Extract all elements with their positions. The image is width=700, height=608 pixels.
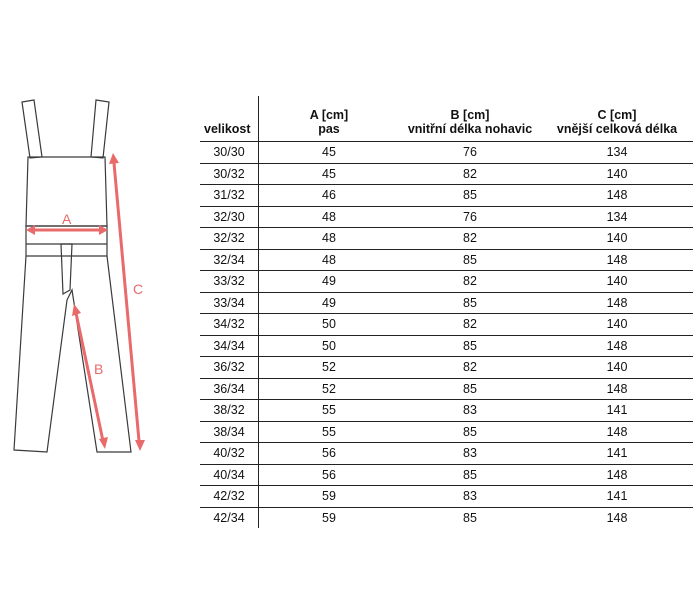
length-c-cell: 148: [541, 421, 693, 443]
inseam-b-cell: 82: [399, 314, 541, 336]
label-a: A: [62, 211, 72, 227]
header-size: velikost: [200, 96, 259, 142]
inseam-b-cell: 85: [399, 249, 541, 271]
size-cell: 38/34: [200, 421, 259, 443]
length-c-cell: 148: [541, 249, 693, 271]
length-c-cell: 148: [541, 378, 693, 400]
size-cell: 30/32: [200, 163, 259, 185]
length-c-cell: 148: [541, 464, 693, 486]
waist-a-cell: 45: [259, 163, 400, 185]
size-cell: 33/34: [200, 292, 259, 314]
size-cell: 31/32: [200, 185, 259, 207]
waist-a-cell: 45: [259, 142, 400, 164]
inseam-b-cell: 82: [399, 163, 541, 185]
measure-arrows: [26, 153, 145, 451]
table-row: [200, 142, 693, 164]
arrow-b-bottom-head: [99, 437, 108, 449]
inseam-b-cell: 83: [399, 486, 541, 508]
inseam-b-cell: 85: [399, 335, 541, 357]
table-row: [200, 185, 693, 207]
size-cell: 32/34: [200, 249, 259, 271]
waist-a-cell: 49: [259, 292, 400, 314]
inseam-b-cell: 82: [399, 357, 541, 379]
left-strap: [22, 100, 42, 158]
waist-a-cell: 56: [259, 443, 400, 465]
arrow-b-top-head: [72, 304, 81, 316]
waist-a-cell: 48: [259, 206, 400, 228]
fly: [61, 244, 72, 294]
size-cell: 34/34: [200, 335, 259, 357]
length-c-cell: 141: [541, 486, 693, 508]
inseam-b-cell: 85: [463, 510, 477, 525]
arrow-b: [76, 313, 103, 441]
length-c-cell: 148: [541, 185, 693, 207]
length-c-cell: 134: [541, 206, 693, 228]
table-row: [200, 486, 693, 508]
table-row: [200, 357, 693, 379]
waist-a-cell: 55: [259, 400, 400, 422]
waist-a-cell: 52: [259, 357, 400, 379]
table-body: [200, 142, 693, 529]
legs: [14, 256, 131, 452]
length-c-cell: 148: [541, 292, 693, 314]
length-c-cell: 148: [541, 335, 693, 357]
overalls-outline: [14, 100, 131, 452]
table-row: [200, 443, 693, 465]
length-c-cell: 141: [541, 443, 693, 465]
size-cell: 32/32: [200, 228, 259, 250]
table-row: [200, 271, 693, 293]
waist-a-cell: 56: [259, 464, 400, 486]
inseam-b-cell: 82: [399, 271, 541, 293]
table-row: [200, 507, 693, 528]
inseam-b-cell: 85: [399, 464, 541, 486]
label-b: B: [94, 361, 104, 377]
waist-a-cell: 59: [322, 510, 336, 525]
table-row: [200, 292, 693, 314]
inseam-b-cell: 85: [399, 421, 541, 443]
waist-a-cell: 48: [259, 228, 400, 250]
header-row: [200, 96, 693, 142]
length-c-cell: 140: [541, 163, 693, 185]
arrow-c: [114, 163, 139, 441]
waist-a-cell: 55: [259, 421, 400, 443]
overalls-diagram: [0, 0, 200, 608]
arrow-c-bottom-head: [135, 440, 145, 451]
length-c-cell: 140: [541, 357, 693, 379]
table-row: [200, 314, 693, 336]
waist-a-cell: 50: [259, 335, 400, 357]
table-row: [200, 206, 693, 228]
right-strap: [91, 100, 109, 158]
inseam-b-cell: 76: [399, 142, 541, 164]
size-cell: 36/32: [200, 357, 259, 379]
waist-a-cell: 59: [259, 486, 400, 508]
size-cell: 42/32: [200, 486, 259, 508]
arrow-c-top-head: [109, 153, 119, 164]
table-row: [200, 335, 693, 357]
label-c: C: [133, 281, 144, 297]
inseam-b-cell: 85: [399, 292, 541, 314]
size-cell: 42/34: [200, 507, 259, 528]
inseam-b-cell: 76: [399, 206, 541, 228]
size-cell: 40/34: [200, 464, 259, 486]
table-row: [200, 400, 693, 422]
size-cell: 38/32: [200, 400, 259, 422]
size-cell: 34/32: [200, 314, 259, 336]
size-table: [200, 96, 693, 528]
waist-a-cell: 50: [259, 314, 400, 336]
header-b: B [cm] vnitřní délka nohavic: [399, 96, 541, 142]
size-cell: 33/32: [200, 271, 259, 293]
inseam-b-cell: 85: [399, 185, 541, 207]
table-row: [200, 464, 693, 486]
size-cell: 32/30: [200, 206, 259, 228]
inseam-b-cell: 83: [399, 400, 541, 422]
waist-a-cell: 52: [259, 378, 400, 400]
length-c-cell: 141: [541, 400, 693, 422]
table-row: [200, 378, 693, 400]
table-row: [200, 163, 693, 185]
table-row: [200, 421, 693, 443]
inseam-b-cell: 83: [399, 443, 541, 465]
length-c-cell: 148: [606, 510, 628, 525]
size-cell: 30/30: [200, 142, 259, 164]
waist-a-cell: 49: [259, 271, 400, 293]
header-a: A [cm] pas: [259, 96, 400, 142]
length-c-cell: 140: [541, 314, 693, 336]
waist-a-cell: 48: [259, 249, 400, 271]
inseam-b-cell: 82: [399, 228, 541, 250]
length-c-cell: 140: [541, 228, 693, 250]
table-row: [200, 228, 693, 250]
length-c-cell: 140: [541, 271, 693, 293]
length-c-cell: 134: [541, 142, 693, 164]
inseam-b-cell: 85: [399, 378, 541, 400]
header-c: C [cm] vnější celková délka: [541, 96, 693, 142]
waist-a-cell: 46: [259, 185, 400, 207]
table-row: [200, 249, 693, 271]
size-cell: 36/34: [200, 378, 259, 400]
size-cell: 40/32: [200, 443, 259, 465]
